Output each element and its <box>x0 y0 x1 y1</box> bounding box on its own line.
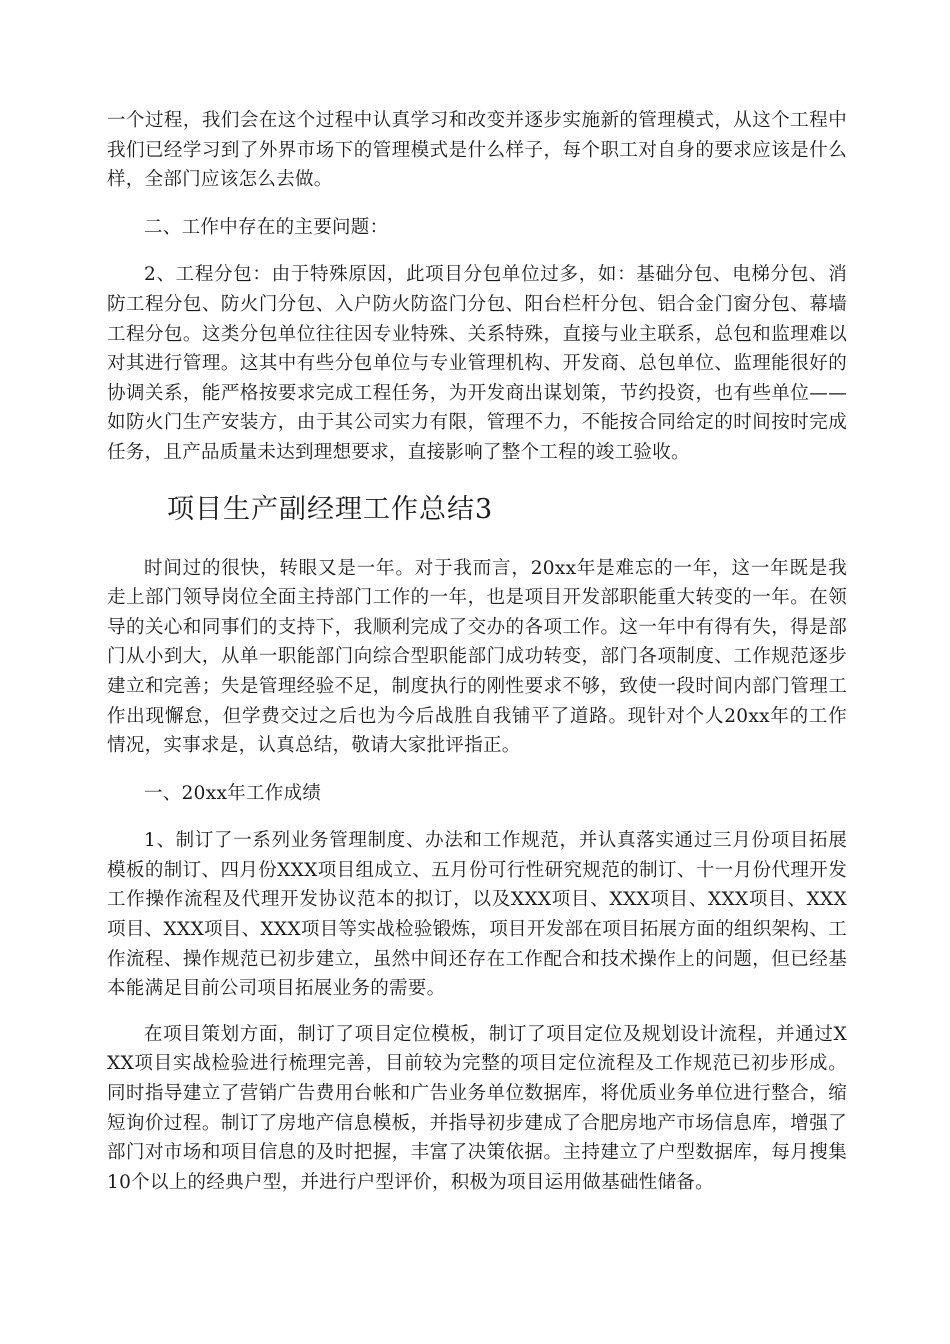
section-heading-problems: 二、工作中存在的主要问题： <box>144 216 389 238</box>
document-title: 项目生产副经理工作总结3 <box>167 493 494 525</box>
document-body <box>107 106 847 1197</box>
paragraph-summary-intro: 时间过的很快，转眼又是一年。对于我而言，20xx年是难忘的一年，这一年既是我走上部门领导岗位全面主持部门工作的一年，也是项目开发部职能重大转变的一年。在领导的关心和同事们的支持下，我顺利完成了交办的各项工作。这一年中有得有失，得是部门从小到大，从单一职能部门向综合型职能部门成功转变，部门各项制度、工作规范逐步建立和完善；失是管理经验不足，制度执行的刚性要求不够，致使一段时间内部门管理工作出现懈怠，但学费交过之后也为今后战胜自我铺平了道路。现针对个人20xx年的工作情况，实事求是，认真总结，敬请大家批评指正。 <box>107 557 847 757</box>
section-heading-achievements: 一、20xx年工作成绩 <box>144 782 322 804</box>
paragraph-intro-continuation: 一个过程，我们会在这个过程中认真学习和改变并逐步实施新的管理模式，从这个工程中我们已经学习到了外界市场下的管理模式是什么样子，每个职工对自身的要求应该是什么样，全部门应该怎么去做。 <box>107 110 847 191</box>
paragraph-achievement-1: 1、制订了一系列业务管理制度、办法和工作规范，并认真落实通过三月份项目拓展模板的制订、四月份XXX项目组成立、五月份可行性研究规范的制订、十一月份代理开发工作操作流程及代理开发协议范本的拟订，以及XXX项目、XXX项目、XXX项目、XXX项目、XXX项目、XXX项目等实战检验锻炼，项目开发部在项目拓展方面的组织架构、工作流程、操作规范已初步建立，虽然中间还存在工作配合和技术操作上的问题，但已经基本能满足目前公司项目拓展业务的需要。 <box>107 830 847 1000</box>
paragraph-subcontracting: 2、工程分包：由于特殊原因，此项目分包单位过多，如：基础分包、电梯分包、消防工程分包、防火门分包、入户防火防盗门分包、阳台栏杆分包、铝合金门窗分包、幕墙工程分包。这类分包单位往往因专业特殊、关系特殊，直接与业主联系，总包和监理难以对其进行管理。这其中有些分包单位与专业管理机构、开发商、总包单位、监理能很好的协调关系，能严格按要求完成工程任务，为开发商出谋划策，节约投资，也有些单位——如防火门生产安装方，由于其公司实力有限，管理不力，不能按合同给定的时间按时完成任务，且产品质量未达到理想要求，直接影响了整个工程的竣工验收。 <box>107 264 847 463</box>
paragraph-project-planning: 在项目策划方面，制订了项目定位模板，制订了项目定位及规划设计流程，并通过XXX项目实战检验进行梳理完善，目前较为完整的项目定位流程及工作规范已初步形成。同时指导建立了营销广告费用台帐和广告业务单位数据库，将优质业务单位进行整合，缩短询价过程。制订了房地产信息模板，并指导初步建成了合肥房地产市场信息库，增强了部门对市场和项目信息的及时把握，丰富了决策依据。主持建立了户型数据库，每月搜集10个以上的经典户型，并进行户型评价，积极为项目运用做基础性储备。 <box>107 1023 847 1193</box>
